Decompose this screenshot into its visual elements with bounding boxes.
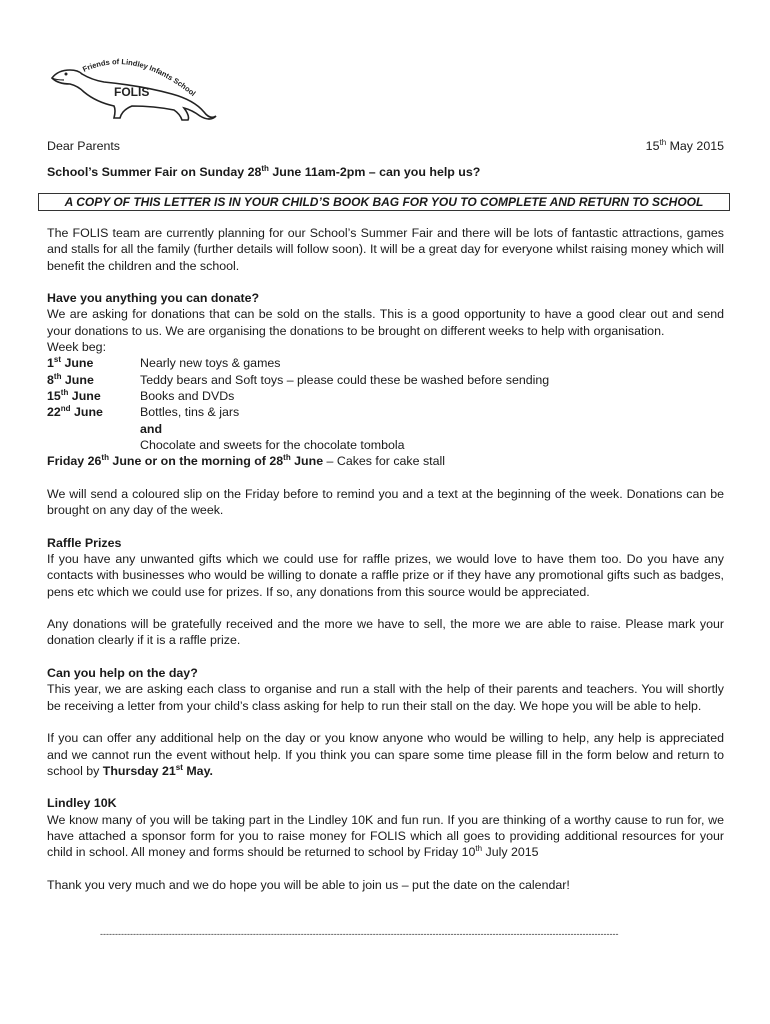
intro-paragraph: The FOLIS team are currently planning for our School’s Summer Fair and there will be lots of fantastic attractions, games and stalls for all the family (further details will follow soon). It will be a great day for everyone whilst raising money which will benefit the children and the school.	[47, 226, 724, 273]
week-date: 1st June	[47, 355, 94, 371]
week-row	[47, 388, 549, 404]
week-row	[47, 355, 549, 371]
chocolate-item: Chocolate and sweets for the chocolate tombola	[140, 437, 405, 452]
letter-body	[47, 225, 724, 893]
donate-heading: Have you anything you can donate?	[47, 291, 260, 306]
week-date: 15th June	[47, 387, 101, 403]
week-row	[47, 421, 549, 437]
donation-weeks-table	[47, 355, 549, 453]
logo-name: FOLIS	[114, 85, 150, 99]
cut-line: -----------------------------------------------------------------------------------------------------------------------------------------------------------------------------	[100, 929, 619, 939]
and-label: and	[140, 421, 163, 436]
folis-lizard-logo	[44, 50, 222, 122]
week-beg-label: Week beg:	[47, 340, 107, 355]
cake-line: Friday 26th June or on the morning of 28th June – Cakes for cake stall	[47, 453, 445, 469]
week-date: 22nd June	[47, 404, 103, 420]
help-paragraph: This year, we are asking each class to organise and run a stall with the help of their parents and teachers. You will shortly be receiving a letter from your child’s class asking for help to run their stall on the day. We hope you will be able to help.	[47, 682, 724, 713]
book-bag-banner: A COPY OF THIS LETTER IS IN YOUR CHILD’S BOOK BAG FOR YOU TO COMPLETE AND RETURN TO SCHOOL	[38, 193, 730, 211]
greeting: Dear Parents	[47, 139, 121, 153]
week-item: Bottles, tins & jars	[140, 405, 240, 420]
week-item: Books and DVDs	[140, 388, 235, 403]
any-donations-paragraph: Any donations will be gratefully received and the more we have to sell, the more we are able to raise. Please mark your donation clearly if it is a raffle prize.	[47, 617, 724, 648]
letter-date: 15th May 2015	[645, 138, 724, 153]
letter-subject: School’s Summer Fair on Sunday 28th June 11am-2pm – can you help us?	[47, 164, 481, 179]
lindley-paragraph: We know many of you will be taking part in the Lindley 10K and fun run. If you are thinking of a worthy cause to run for, we have attached a sponsor form for you to raise money for FOLIS which all goes to providing additional resources for your child in school. All money and forms should be returned to school by Friday 10th July 2015	[47, 812, 724, 860]
week-item: Nearly new toys & games	[140, 356, 281, 371]
raffle-heading: Raffle Prizes	[47, 535, 122, 550]
raffle-paragraph: If you have any unwanted gifts which we could use for raffle prizes, we would love to have them too. Do you have any contacts with businesses who would be willing to donate a raffle prize or if they have any promotional gifts such as badges, pens etc which we could use for prizes. If so, any donations from this source would be appreciated.	[47, 551, 724, 599]
slip-paragraph: We will send a coloured slip on the Friday before to remind you and a text at the beginning of the week. Donations can be brought on any day of the week.	[47, 486, 724, 518]
week-date: 8th June	[47, 371, 94, 387]
help-heading: Can you help on the day?	[47, 666, 198, 681]
offer-paragraph: If you can offer any additional help on the day or you know anyone who would be willing to help, any help is appreciated and we cannot run the event without help. If you think you can spare some time please fill in the form below and return to school by Thursday 21st May.	[47, 731, 724, 778]
week-item: Teddy bears and Soft toys – please could these be washed before sending	[140, 372, 550, 387]
week-row	[47, 404, 549, 420]
thanks-paragraph: Thank you very much and we do hope you will be able to join us – put the date on the calendar!	[47, 877, 570, 892]
week-row	[47, 437, 549, 453]
lindley-heading: Lindley 10K	[47, 796, 117, 811]
donate-paragraph: We are asking for donations that can be sold on the stalls. This is a good opportunity to have a good clear out and send your donations to us. We are organising the donations to be brought on different weeks to help with organisation.	[47, 307, 724, 338]
logo-arc-text: Friends of Lindley Infants School	[81, 57, 198, 98]
week-row	[47, 372, 549, 388]
